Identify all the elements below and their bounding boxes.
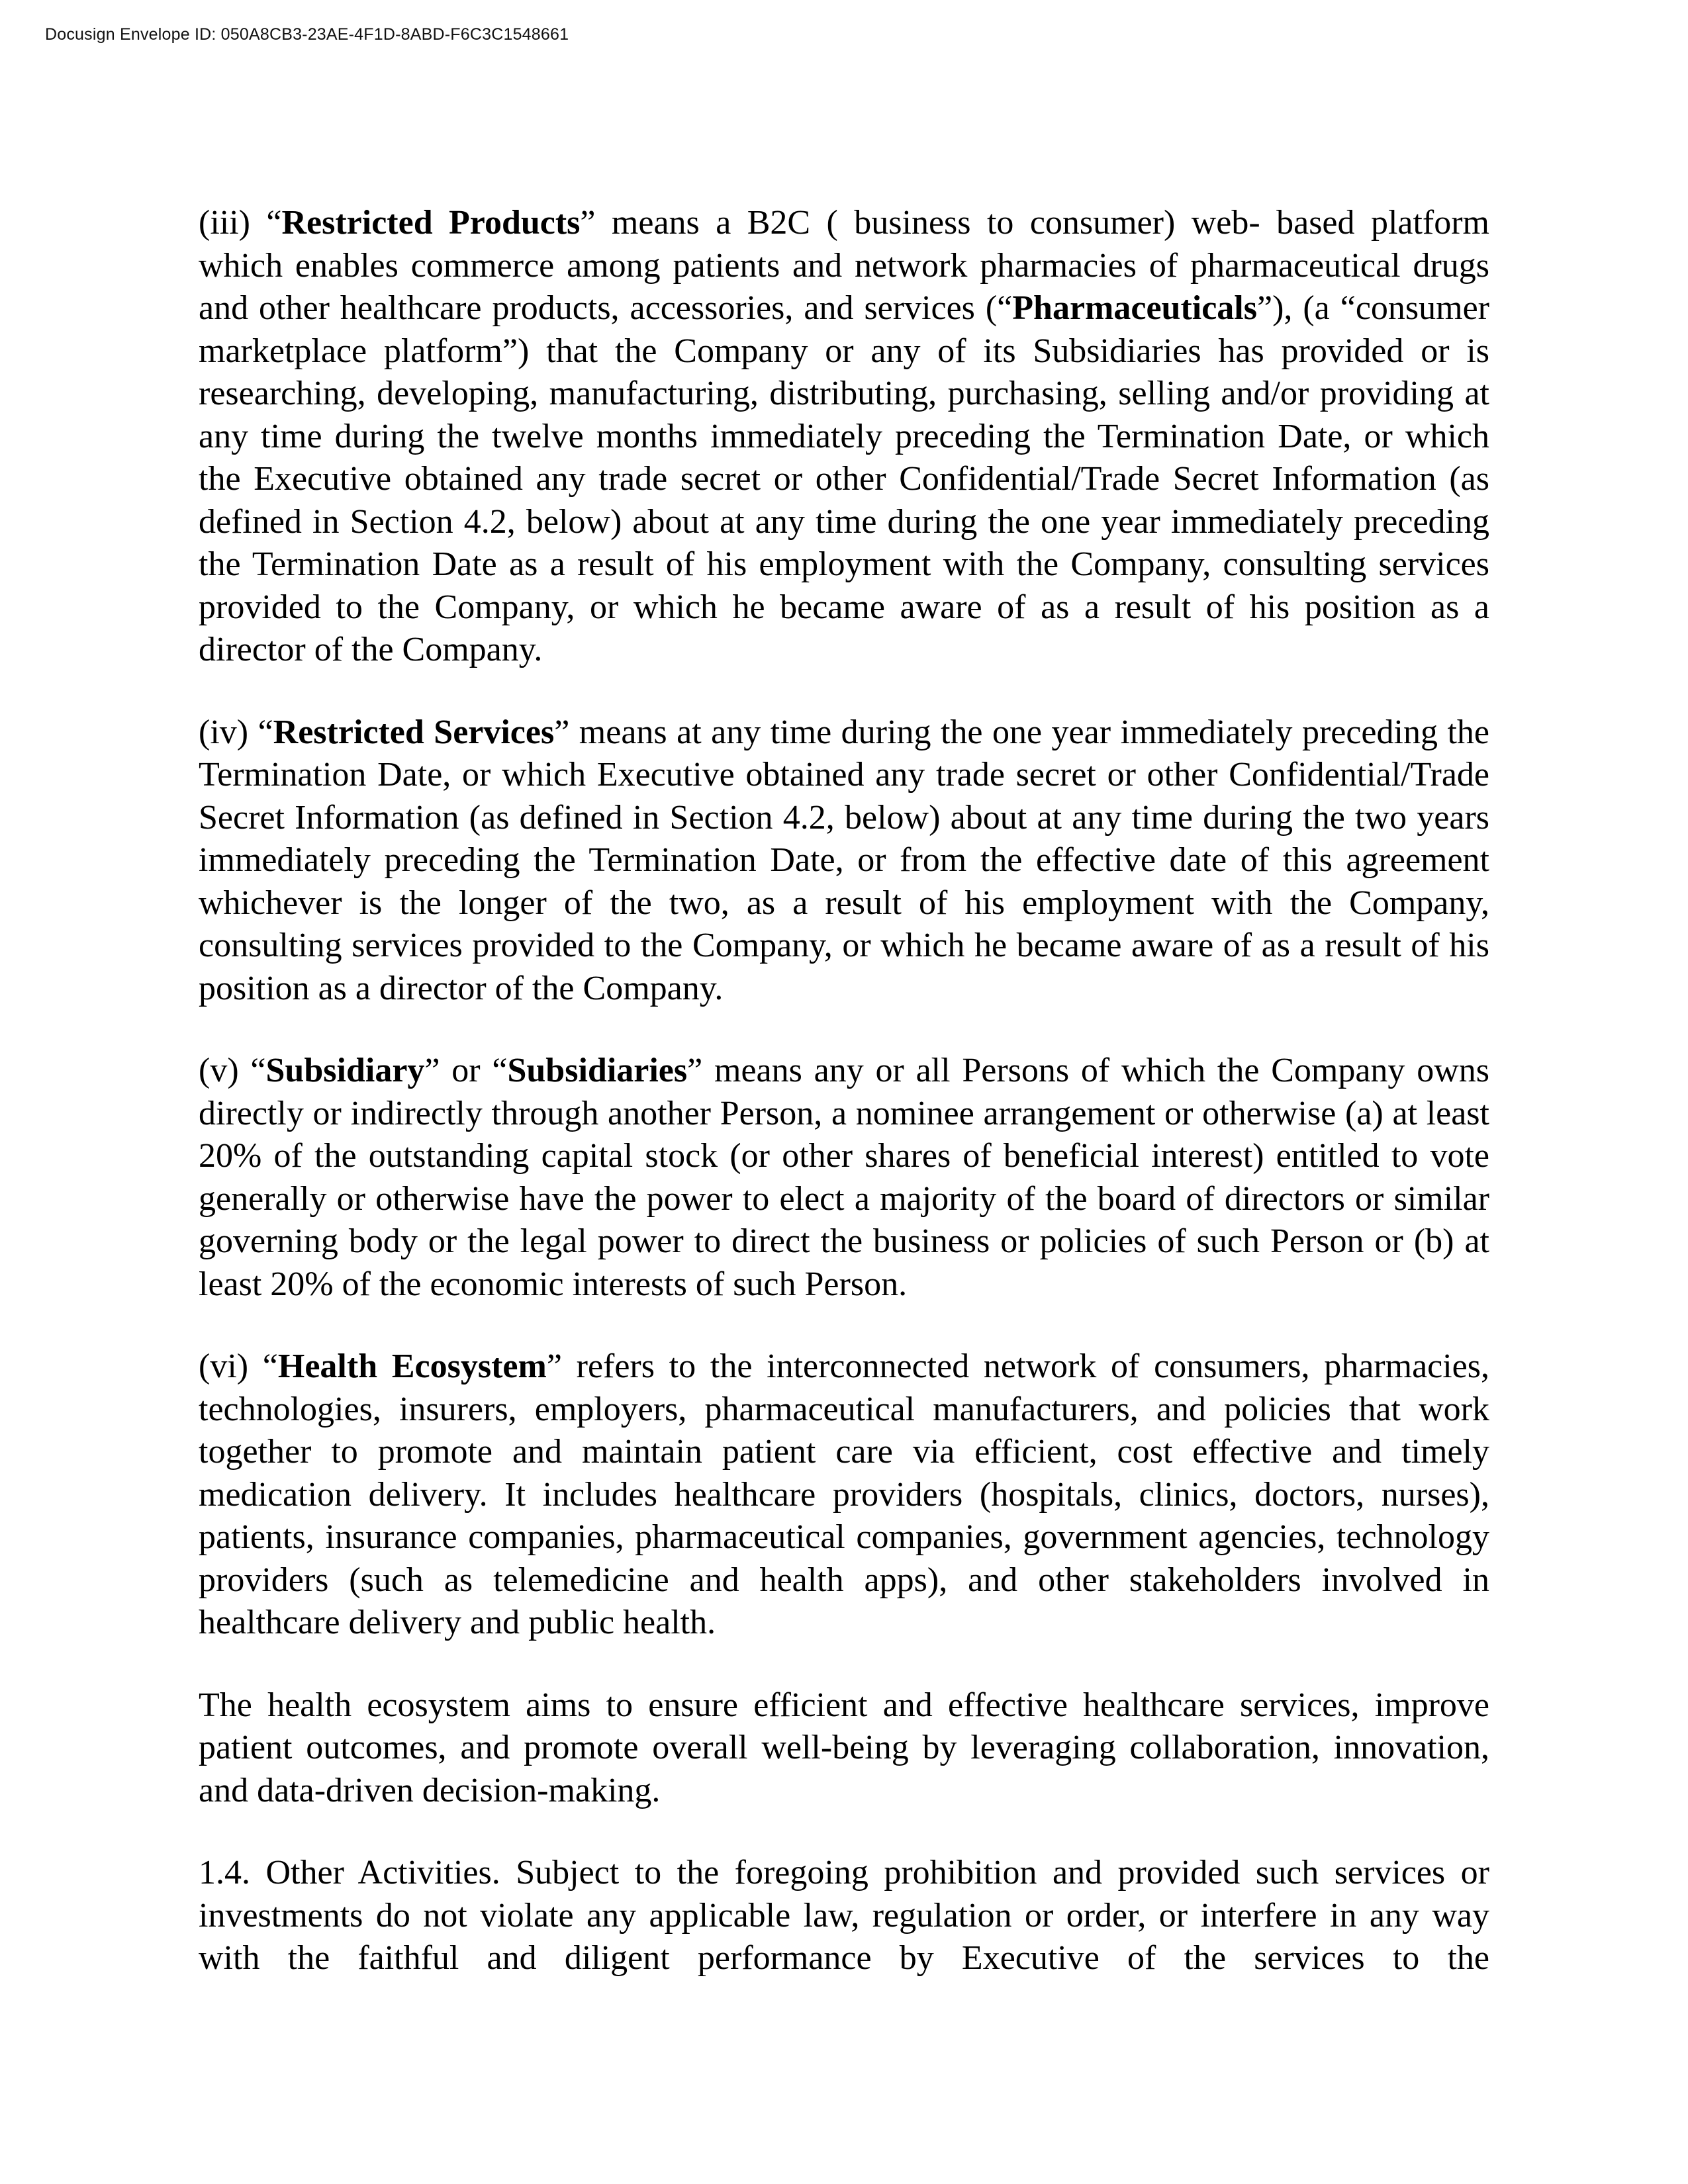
- para-text: (vi) “: [199, 1347, 278, 1385]
- defined-term: Health Ecosystem: [277, 1347, 547, 1385]
- para-text: ” means at any time during the one year immediately preceding the Termination Date, or which Executive obtained any trade secret or other Confidential/Trade Secret Information (as defined in Section 4.2, below) about at any time during the two years immediately preceding the Termination Date, or from the effective date of this agreement whichever is the longer of the two, as a result of his employment with the Company, consulting services provided to the Company, or which he became aware of as a result of his position as a director of the Company.: [199, 713, 1489, 1007]
- docusign-envelope-id: Docusign Envelope ID: 050A8CB3-23AE-4F1D-8ABD-F6C3C1548661: [45, 25, 569, 44]
- para-text: (iii) “: [199, 204, 282, 242]
- para-text: ”), (a “consumer marketplace platform”) that the Company or any of its Subsidiaries has provided or is researching, developing, manufacturing, distributing, purchasing, selling and/or providing at any time during the twelve months immediately preceding the Termination Date, or which the Executive obtained any trade secret or other Confidential/Trade Secret Information (as defined in Section 4.2, below) about at any time during the one year immediately preceding the Termination Date as a result of his employment with the Company, consulting services provided to the Company, or which he became aware of as a result of his position as a director of the Company.: [199, 289, 1489, 668]
- defined-term: Restricted Services: [273, 713, 555, 751]
- definition-health-ecosystem: [199, 1345, 1489, 1645]
- para-text: ” means any or all Persons of which the Company owns directly or indirectly through another Person, a nominee arrangement or otherwise (a) at least 20% of the outstanding capital stock (or other shares of beneficial interest) entitled to vote generally or otherwise have the power to elect a majority of the board of directors or similar governing body or the legal power to direct the business or policies of such Person or (b) at least 20% of the economic interests of such Person.: [199, 1052, 1490, 1303]
- para-text: (v) “: [199, 1052, 266, 1089]
- defined-term: Restricted Products: [281, 204, 581, 242]
- definition-restricted-products: [199, 202, 1489, 672]
- section-1-4-other-activities: 1.4. Other Activities. Subject to the foregoing prohibition and provided such services or investments do not violate any applicable law, regulation or order, or interfere in any way with the faithful and diligent performance by Executive of the services to the: [199, 1854, 1489, 1977]
- defined-term: Pharmaceuticals: [1012, 289, 1257, 327]
- para-text: ” or “: [424, 1052, 508, 1089]
- para-text: (iv) “: [199, 713, 273, 751]
- defined-term: Subsidiary: [265, 1052, 425, 1089]
- definition-subsidiary: [199, 1050, 1489, 1306]
- para-text: ” means a B2C ( business to consumer) web- based platform which enables commerce among patients and network pharmacies of pharmaceutical drugs and other healthcare products, accessories, and services (“: [199, 204, 1489, 327]
- health-ecosystem-aims: The health ecosystem aims to ensure efficient and effective healthcare services, improve patient outcomes, and promote overall well-being by leveraging collaboration, innovation, and data-driven decision-making.: [199, 1686, 1489, 1809]
- document-body: [199, 202, 1489, 2020]
- definition-restricted-services: [199, 711, 1489, 1011]
- para-text: ” refers to the interconnected network of consumers, pharmacies, technologies, insurers, employers, pharmaceutical manufacturers, and policies that work together to promote and maintain patient care via efficient, cost effective and timely medication delivery. It includes healthcare providers (hospitals, clinics, doctors, nurses), patients, insurance companies, pharmaceutical companies, government agencies, technology providers (such as telemedicine and health apps), and other stakeholders involved in healthcare delivery and public health.: [199, 1347, 1489, 1641]
- defined-term: Subsidiaries: [507, 1052, 688, 1089]
